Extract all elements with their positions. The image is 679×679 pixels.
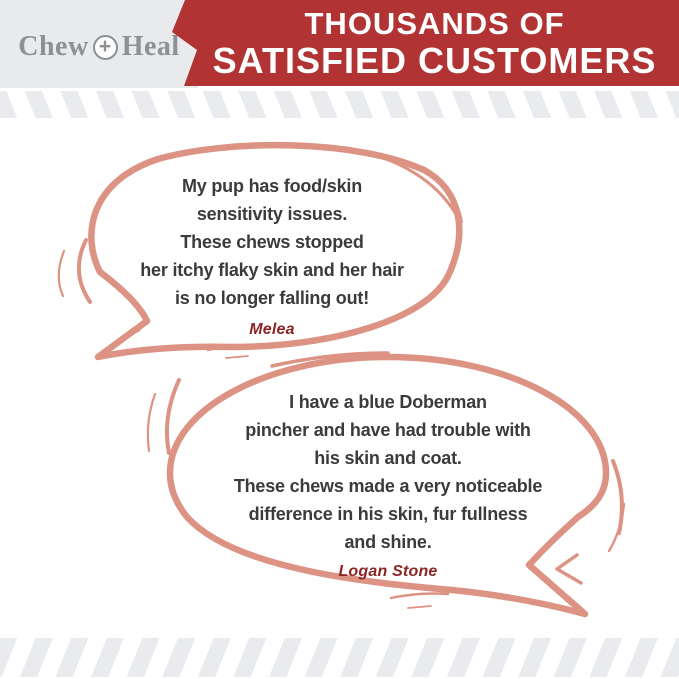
testimonial-1 [102, 172, 442, 344]
testimonial-2 [168, 388, 608, 586]
logo-word-heal: Heal [121, 31, 180, 62]
plus-circle-icon: + [93, 35, 118, 60]
quote-line: and shine. [344, 532, 432, 552]
logo-word-chew: Chew [18, 31, 89, 62]
author-name: Melea [249, 321, 295, 338]
bubble1-bottom-dash-short [226, 356, 248, 358]
bubble2-left-accent-outer [148, 394, 155, 451]
banner-title-line2: SATISFIED CUSTOMERS [212, 39, 657, 81]
quote-line: pincher and have had trouble with [245, 420, 531, 440]
quote-line: sensitivity issues. [196, 204, 348, 224]
banner-title-line1: THOUSANDS OF [304, 5, 565, 41]
bubble2-bottom-dash-long [391, 594, 448, 599]
quote-line: I have a blue Doberman [289, 392, 487, 412]
quote-line: These chews stopped [180, 232, 364, 252]
bubble2-bottom-dash-short [408, 606, 431, 608]
author-name: Logan Stone [338, 563, 438, 580]
quote-line: difference in his skin, fur fullness [248, 504, 528, 524]
quote-line: his skin and coat. [314, 448, 462, 468]
bubble1-left-accent-outer [59, 251, 64, 296]
bubble1-left-accent-inner [79, 240, 90, 302]
quote-line: is no longer falling out! [175, 288, 369, 308]
quote-line: her itchy flaky skin and her hair [140, 260, 404, 280]
quote-line: My pup has food/skin [181, 176, 362, 196]
quote-line: These chews made a very noticeable [233, 476, 543, 496]
